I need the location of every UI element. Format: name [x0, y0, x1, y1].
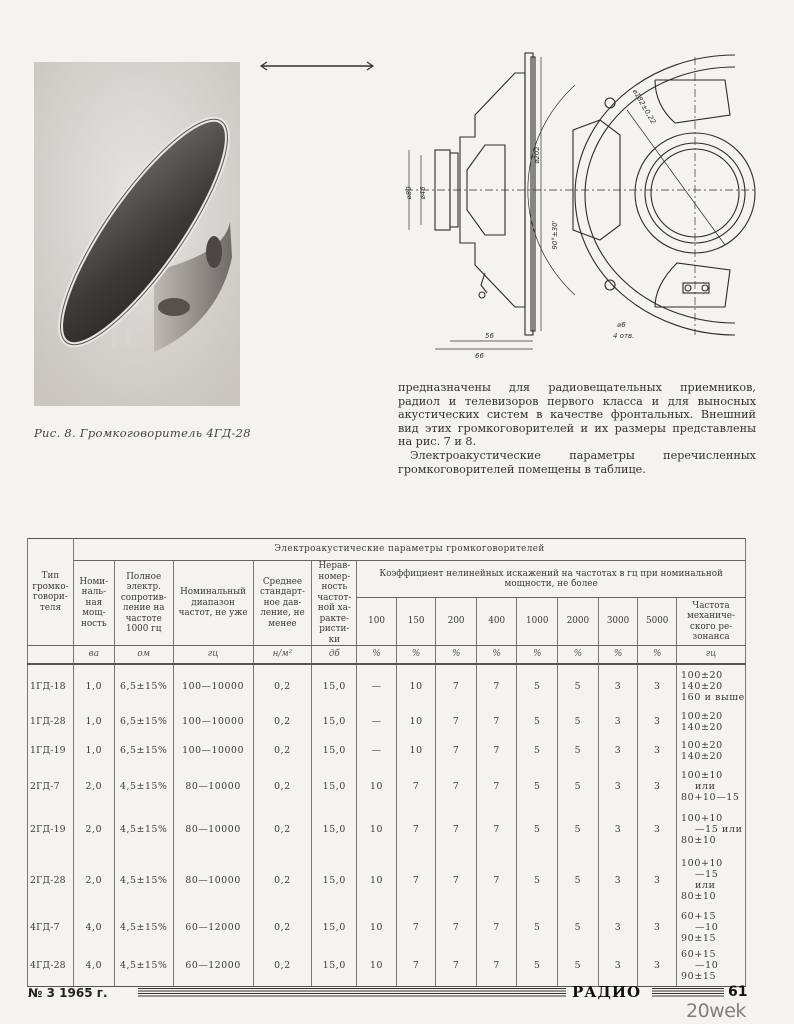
cell-impedance: 6,5±15% — [114, 736, 173, 765]
cell-distortion-400: 7 — [476, 909, 517, 945]
unit-empty — [28, 646, 74, 665]
resonance-line: 80±10 — [681, 891, 717, 902]
cell-distortion-2000: 5 — [558, 851, 599, 909]
resonance-line: 60+15 — [681, 948, 717, 960]
cell-resonance — [677, 707, 746, 736]
cell-impedance: 4,5±15% — [114, 851, 173, 909]
cell-distortion-100: 10 — [357, 851, 397, 909]
issue-number: № 3 1965 г. — [28, 986, 108, 1000]
cell-distortion-200: 7 — [436, 851, 477, 909]
resonance-line: —15 или — [695, 823, 743, 835]
cell-distortion-1000: 5 — [517, 664, 558, 707]
dim-angle: 90°±30' — [551, 220, 559, 250]
resonance-line: 60+15 — [681, 910, 717, 922]
cell-distortion-100: — — [357, 707, 397, 736]
footer-rule-left — [138, 988, 566, 998]
cell-distortion-5000: 3 — [638, 765, 677, 807]
cell-freq-range: 60—12000 — [173, 909, 253, 945]
cell-pressure: 0,2 — [253, 707, 312, 736]
cell-freq-range: 100—10000 — [173, 736, 253, 765]
cell-power: 4,0 — [73, 909, 114, 945]
unit-pressure: н/м² — [253, 646, 312, 665]
resonance-line: или — [695, 780, 716, 792]
table-row — [28, 736, 746, 765]
cell-distortion-5000: 3 — [638, 851, 677, 909]
cell-distortion-1000: 5 — [517, 945, 558, 986]
cell-distortion-5000: 3 — [638, 736, 677, 765]
header-unevenness: Нерав-номер-ность частот-ной ха-ракте-ристи-ки — [312, 561, 357, 646]
article-text — [398, 381, 756, 476]
resonance-line: 100±20 — [681, 739, 723, 751]
cell-pressure: 0,2 — [253, 909, 312, 945]
cell-distortion-150: 7 — [396, 945, 436, 986]
cell-freq-range: 80—10000 — [173, 851, 253, 909]
cell-type: 4ГД-7 — [28, 909, 74, 945]
dim-182: ⌀182±0,22 — [630, 87, 658, 126]
cell-distortion-5000: 3 — [638, 707, 677, 736]
table-row — [28, 807, 746, 851]
cell-power: 1,0 — [73, 707, 114, 736]
resonance-line: 100±20 — [681, 710, 723, 722]
resonance-line: —10 — [695, 921, 719, 933]
cell-distortion-400: 7 — [476, 765, 517, 807]
cell-resonance — [677, 807, 746, 851]
cell-pressure: 0,2 — [253, 765, 312, 807]
paragraph: Электроакустические параметры перечисленных громкоговорителей помещены в таблице. — [398, 448, 756, 476]
cell-freq-range: 100—10000 — [173, 664, 253, 707]
cell-distortion-200: 7 — [436, 807, 477, 851]
cell-distortion-100: — — [357, 736, 397, 765]
cell-distortion-5000: 3 — [638, 909, 677, 945]
dim-202: ⌀202 — [533, 146, 541, 164]
unit-percent: % — [396, 646, 436, 665]
unit-percent: % — [436, 646, 477, 665]
cell-distortion-2000: 5 — [558, 945, 599, 986]
cell-power: 2,0 — [73, 851, 114, 909]
cell-distortion-400: 7 — [476, 664, 517, 707]
cell-type: 1ГД-28 — [28, 707, 74, 736]
header-distortion: Коэффициент нелинейных искажений на частотах в гц при номинальной мощности, не более — [357, 561, 746, 598]
header-freq-3000: 3000 — [598, 598, 638, 646]
loudspeaker-photo-illustration — [34, 62, 240, 406]
cell-distortion-5000: 3 — [638, 807, 677, 851]
unit-percent: % — [558, 646, 599, 665]
cell-distortion-150: 10 — [396, 664, 436, 707]
cell-distortion-150: 10 — [396, 736, 436, 765]
resonance-line: или — [695, 880, 716, 891]
cell-power: 2,0 — [73, 807, 114, 851]
cell-type: 2ГД-28 — [28, 851, 74, 909]
cell-distortion-150: 7 — [396, 765, 436, 807]
resonance-line: 100±10 — [681, 769, 723, 781]
cell-unevenness: 15,0 — [312, 807, 357, 851]
dim-holes-count: 4 отв. — [613, 332, 635, 340]
cell-distortion-400: 7 — [476, 945, 517, 986]
resonance-line: 140±20 — [681, 750, 723, 762]
cell-distortion-1000: 5 — [517, 707, 558, 736]
resonance-line: 90±15 — [681, 932, 717, 944]
table-body — [28, 664, 746, 986]
cell-distortion-100: — — [357, 664, 397, 707]
cell-distortion-200: 7 — [436, 736, 477, 765]
cell-pressure: 0,2 — [253, 807, 312, 851]
double-arrow-icon — [258, 58, 376, 74]
cell-distortion-2000: 5 — [558, 807, 599, 851]
loudspeaker-specs-table — [27, 538, 746, 987]
figure-caption: Рис. 8. Громкоговоритель 4ГД-28 — [34, 426, 251, 440]
cell-distortion-3000: 3 — [598, 909, 638, 945]
table-row — [28, 664, 746, 707]
cell-unevenness: 15,0 — [312, 851, 357, 909]
cell-pressure: 0,2 — [253, 736, 312, 765]
resonance-line: —15 — [695, 869, 719, 880]
cell-distortion-150: 7 — [396, 851, 436, 909]
resonance-line: 80±10 — [681, 834, 717, 846]
cell-distortion-200: 7 — [436, 664, 477, 707]
header-freq-200: 200 — [436, 598, 477, 646]
cell-distortion-200: 7 — [436, 765, 477, 807]
cell-resonance — [677, 664, 746, 707]
cell-pressure: 0,2 — [253, 945, 312, 986]
cell-type: 1ГД-19 — [28, 736, 74, 765]
header-freq-2000: 2000 — [558, 598, 599, 646]
cell-pressure: 0,2 — [253, 851, 312, 909]
cell-pressure: 0,2 — [253, 664, 312, 707]
cell-distortion-2000: 5 — [558, 765, 599, 807]
cell-distortion-100: 10 — [357, 807, 397, 851]
header-group: Электроакустические параметры громкоговорителей — [73, 539, 745, 561]
resonance-line: 100±20 — [681, 669, 723, 681]
dim-80: ⌀80 — [405, 186, 413, 200]
cell-distortion-2000: 5 — [558, 664, 599, 707]
cell-distortion-1000: 5 — [517, 851, 558, 909]
header-freq-5000: 5000 — [638, 598, 677, 646]
cell-resonance — [677, 765, 746, 807]
dim-56: 56 — [485, 332, 494, 340]
cell-freq-range: 100—10000 — [173, 707, 253, 736]
cell-distortion-400: 7 — [476, 736, 517, 765]
cell-distortion-3000: 3 — [598, 664, 638, 707]
cell-power: 2,0 — [73, 765, 114, 807]
cell-distortion-5000: 3 — [638, 664, 677, 707]
cell-distortion-400: 7 — [476, 807, 517, 851]
cell-distortion-150: 7 — [396, 807, 436, 851]
cell-distortion-3000: 3 — [598, 736, 638, 765]
cell-freq-range: 80—10000 — [173, 807, 253, 851]
cell-unevenness: 15,0 — [312, 909, 357, 945]
cell-unevenness: 15,0 — [312, 664, 357, 707]
paragraph: предназначены для радиовещательных приемников, радиол и телевизоров первого класса и для выносных акустических систем в качестве фронтальных. Внешний вид этих громкоговорителей и их размеры представлены на рис. 7 и 8. — [398, 381, 756, 449]
cell-resonance — [677, 736, 746, 765]
cell-resonance — [677, 909, 746, 945]
loudspeaker-technical-drawing — [405, 45, 760, 360]
table-row — [28, 765, 746, 807]
cell-distortion-150: 10 — [396, 707, 436, 736]
cell-distortion-100: 10 — [357, 909, 397, 945]
cell-unevenness: 15,0 — [312, 707, 357, 736]
unit-power: ва — [73, 646, 114, 665]
cell-distortion-3000: 3 — [598, 945, 638, 986]
unit-percent: % — [357, 646, 397, 665]
cell-distortion-100: 10 — [357, 765, 397, 807]
cell-impedance: 4,5±15% — [114, 945, 173, 986]
header-pressure: Среднее стандарт-ное дав-ление, не менее — [253, 561, 312, 646]
resonance-line: 100+10 — [681, 858, 723, 869]
header-freq-range: Номинальный диапазон частот, не уже — [173, 561, 253, 646]
resonance-line: 140±20 — [681, 680, 723, 692]
dim-46: ⌀46 — [419, 186, 427, 200]
cell-distortion-1000: 5 — [517, 909, 558, 945]
table-row — [28, 909, 746, 945]
loudspeaker-photo — [34, 62, 240, 406]
cell-distortion-1000: 5 — [517, 765, 558, 807]
cell-freq-range: 60—12000 — [173, 945, 253, 986]
cell-type: 4ГД-28 — [28, 945, 74, 986]
resonance-line: —10 — [695, 959, 719, 971]
cell-freq-range: 80—10000 — [173, 765, 253, 807]
cell-distortion-150: 7 — [396, 909, 436, 945]
cell-distortion-100: 10 — [357, 945, 397, 986]
cell-impedance: 4,5±15% — [114, 765, 173, 807]
header-power: Номи-наль-ная мощ-ность — [73, 561, 114, 646]
cell-distortion-3000: 3 — [598, 851, 638, 909]
cell-impedance: 6,5±15% — [114, 707, 173, 736]
cell-distortion-200: 7 — [436, 945, 477, 986]
header-resonance: Частота механиче-ского ре-зонанса — [677, 598, 746, 646]
watermark: 20wek — [686, 1000, 746, 1022]
cell-distortion-400: 7 — [476, 851, 517, 909]
resonance-line: 100+10 — [681, 812, 723, 824]
cell-distortion-200: 7 — [436, 909, 477, 945]
cell-type: 1ГД-18 — [28, 664, 74, 707]
cell-distortion-3000: 3 — [598, 707, 638, 736]
header-type: Тип громко-говори-теля — [28, 539, 74, 646]
cell-power: 4,0 — [73, 945, 114, 986]
cell-power: 1,0 — [73, 736, 114, 765]
resonance-line: 140±20 — [681, 721, 723, 733]
unit-percent: % — [638, 646, 677, 665]
cell-resonance — [677, 851, 746, 909]
table-row — [28, 851, 746, 909]
header-freq-400: 400 — [476, 598, 517, 646]
unit-percent: % — [517, 646, 558, 665]
resonance-line: 80+10—15 — [681, 791, 740, 803]
cell-distortion-2000: 5 — [558, 909, 599, 945]
side-view — [435, 53, 535, 335]
header-freq-100: 100 — [357, 598, 397, 646]
dim-66: 66 — [475, 352, 484, 360]
cell-distortion-1000: 5 — [517, 807, 558, 851]
cell-impedance: 4,5±15% — [114, 909, 173, 945]
cell-unevenness: 15,0 — [312, 736, 357, 765]
unit-percent: % — [598, 646, 638, 665]
page-number: 61 — [728, 984, 748, 1000]
cell-distortion-5000: 3 — [638, 945, 677, 986]
unit-impedance: ом — [114, 646, 173, 665]
unit-resonance: гц — [677, 646, 746, 665]
cell-impedance: 4,5±15% — [114, 807, 173, 851]
header-freq-1000: 1000 — [517, 598, 558, 646]
cell-power: 1,0 — [73, 664, 114, 707]
dim-hole: ⌀6 — [617, 321, 626, 329]
cell-resonance — [677, 945, 746, 986]
cell-distortion-3000: 3 — [598, 765, 638, 807]
cell-distortion-2000: 5 — [558, 707, 599, 736]
resonance-line: 160 и выше — [681, 691, 745, 703]
cell-unevenness: 15,0 — [312, 945, 357, 986]
header-impedance: Полное электр. сопротив-ление на частоте 1000 гц — [114, 561, 173, 646]
cell-distortion-1000: 5 — [517, 736, 558, 765]
unit-unevenness: дб — [312, 646, 357, 665]
magazine-name: РАДИО — [572, 983, 642, 1001]
cell-impedance: 6,5±15% — [114, 664, 173, 707]
cell-unevenness: 15,0 — [312, 765, 357, 807]
table-row — [28, 945, 746, 986]
table-row — [28, 707, 746, 736]
cell-distortion-400: 7 — [476, 707, 517, 736]
footer-rule-right — [652, 988, 724, 998]
cell-distortion-3000: 3 — [598, 807, 638, 851]
unit-percent: % — [476, 646, 517, 665]
resonance-line: 90±15 — [681, 970, 717, 982]
cell-type: 2ГД-19 — [28, 807, 74, 851]
cell-distortion-200: 7 — [436, 707, 477, 736]
cell-type: 2ГД-7 — [28, 765, 74, 807]
cell-distortion-2000: 5 — [558, 736, 599, 765]
unit-freq-range: гц — [173, 646, 253, 665]
header-freq-150: 150 — [396, 598, 436, 646]
